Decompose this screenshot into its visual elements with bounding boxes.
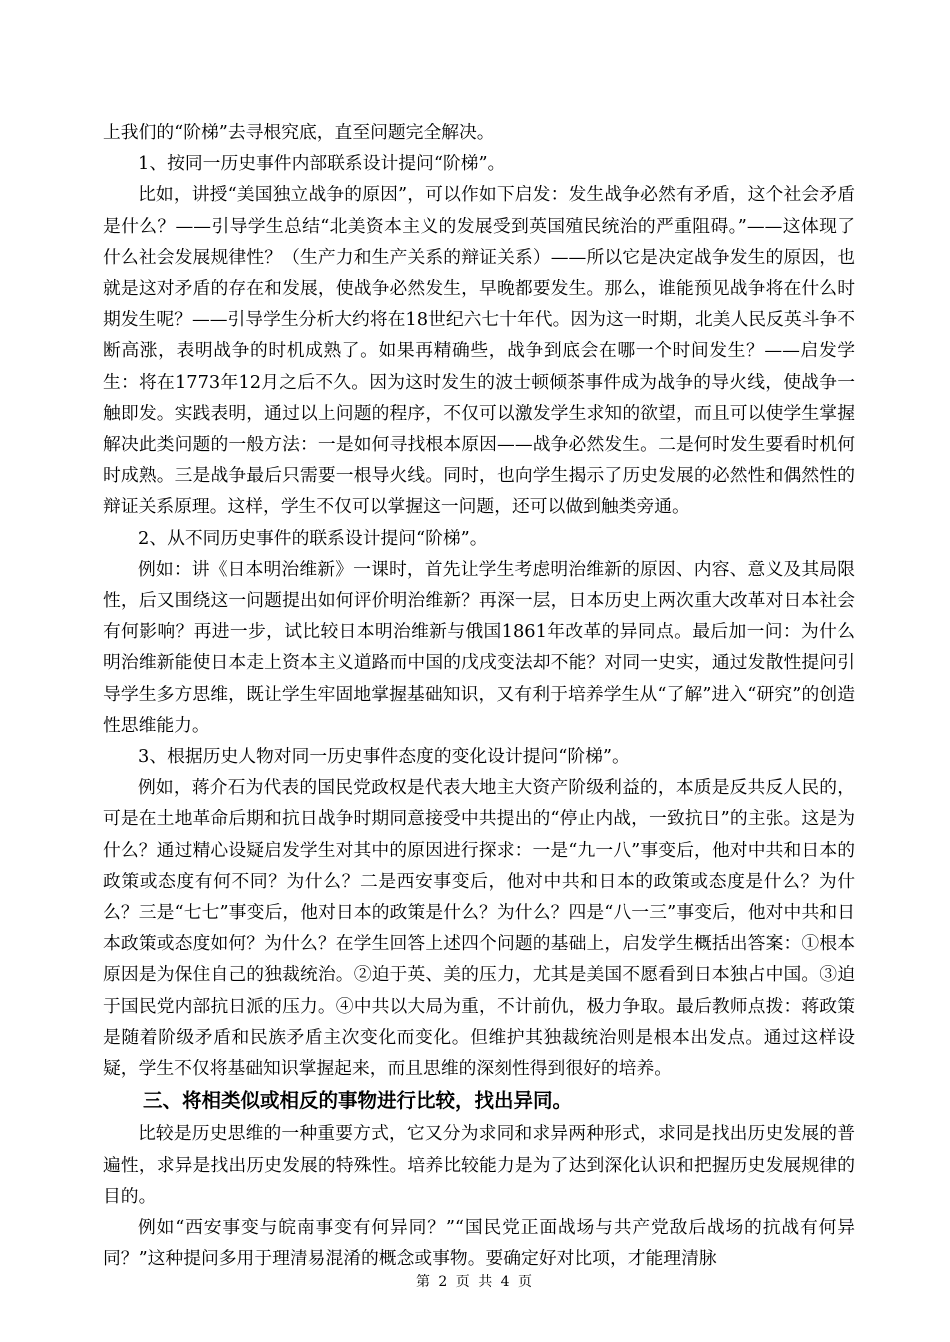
paragraph-meiji-restoration: 例如：讲《日本明治维新》一课时，首先让学生考虑明治维新的原因、内容、意义及其局限性，后又围绕这一问题提出如何评价明治维新？再深一层，日本历史上两次重大改革对日本社会有何影响？再进一步，试比较日本明治维新与俄国1861年改革的异同点。最后加一问：为什么明治维新能使日本走上资本主义道路而中国的戊戌变法却不能？对同一史实，通过发散性提问引导学生多方思维，既让学生牢固地掌握基础知识，又有利于培养学生从“了解”进入“研究”的创造性思维能力。 [103, 558, 855, 736]
subheading-1: 1、按同一历史事件内部联系设计提问“阶梯”。 [138, 153, 506, 175]
paragraph-comparison-example: 例如“西安事变与皖南事变有何异同？”“国民党正面战场与共产党敌后战场的抗战有何异同？”这种提问多用于理清易混淆的概念或事物。要确定好对比项，才能理清脉 [103, 1216, 855, 1270]
page-footer: 第 2 页 共 4 页 [415, 1274, 535, 1290]
paragraph-continuation: 上我们的“阶梯”去寻根究底，直至问题完全解决。 [103, 122, 495, 143]
paragraph-chiang-kai-shek: 例如，蒋介石为代表的国民党政权是代表大地主大资产阶级利益的，本质是反共反人民的，可是在土地革命后期和抗日战争时期同意接受中共提出的“停止内战，一致抗日”的主张。这是为什么？通过精心设疑启发学生对其中的原因进行探求：一是“九一八”事变后，他对中共和日本的政策或态度有何不同？为什么？二是西安事变后，他对中共和日本的政策或态度是什么？为什么？三是“七七”事变后，他对日本的政策是什么？为什么？四是“八一三”事变后，他对中共和日本政策或态度如何？为什么？在学生回答上述四个问题的基础上，启发学生概括出答案：①根本原因是为保住自己的独裁统治。②迫于英、美的压力，尤其是美国不愿看到日本独占中国。③迫于国民党内部抗日派的压力。④中共以大局为重，不计前仇，极力争取。最后教师点拨：蒋政策是随着阶级矛盾和民族矛盾主次变化而变化。但维护其独裁统治则是根本出发点。通过这样设疑，学生不仅将基础知识掌握起来，而且思维的深刻性得到很好的培养。 [103, 777, 855, 1080]
document-body [103, 117, 855, 1274]
subheading-3: 3、根据历史人物对同一历史事件态度的变化设计提问“阶梯”。 [138, 746, 630, 768]
paragraph-american-independence: 比如，讲授“美国独立战争的原因”，可以作如下启发：发生战争必然有矛盾，这个社会矛盾是什么？——引导学生总结“北美资本主义的发展受到英国殖民统治的严重阻碍。”——这体现了什么社会发展规律性？（生产力和生产关系的辩证关系）——所以它是决定战争发生的原因，也就是这对矛盾的存在和发展，使战争必然发生，早晚都要发生。那么，谁能预见战争将在什么时期发生呢？——引导学生分析大约将在18世纪六七十年代。因为这一时期，北美人民反英斗争不断高涨，表明战争的时机成熟了。如果再精确些，战争到底会在哪一个时间发生？——启发学生：将在1773年12月之后不久。因为这时发生的波士顿倾茶事件成为战争的导火线，使战争一触即发。实践表明，通过以上问题的程序，不仅可以激发学生求知的欲望，而且可以使学生掌握解决此类问题的一般方法：一是如何寻找根本原因——战争必然发生。二是何时发生要看时机何时成熟。三是战争最后只需要一根导火线。同时，也向学生揭示了历史发展的必然性和偶然性的辩证关系原理。这样，学生不仅可以掌握这一问题，还可以做到触类旁通。 [103, 184, 855, 518]
paragraph-comparison: 比较是历史思维的一种重要方式，它又分为求同和求异两种形式，求同是找出历史发展的普遍性，求异是找出历史发展的特殊性。培养比较能力是为了达到深化认识和把握历史发展规律的目的。 [103, 1123, 855, 1207]
subheading-2: 2、从不同历史事件的联系设计提问“阶梯”。 [138, 527, 488, 549]
section-heading-3: 三、将相类似或相反的事物进行比较，找出异同。 [143, 1089, 573, 1113]
